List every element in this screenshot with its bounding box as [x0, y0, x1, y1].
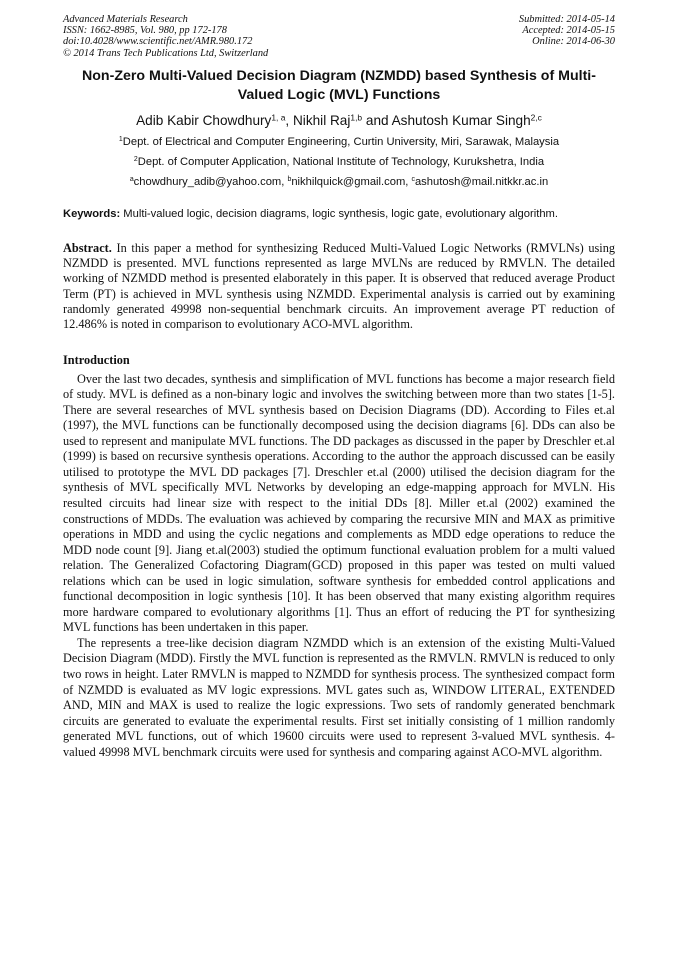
email-superscript: a [129, 176, 134, 183]
email-line [63, 172, 615, 192]
journal-issn: ISSN: 1662-8985, Vol. 980, pp 172-178 [63, 25, 227, 37]
author-superscript: 1, a [271, 112, 286, 123]
email-superscript: b [287, 176, 292, 183]
keywords-label: Keywords: [63, 207, 121, 220]
accepted-date: Accepted: 2014-05-15 [522, 25, 615, 37]
affiliation-line [63, 152, 615, 172]
paper-title: Non-Zero Multi-Valued Decision Diagram (NZMDD) based Synthesis of Multi-Valued Logic (MVL) Functions [82, 67, 596, 103]
author-list [63, 112, 615, 130]
affiliation-superscript: 1 [118, 136, 123, 143]
author-superscript: 2,c [530, 112, 542, 123]
email-address: ashutosh@mail.nitkkr.ac.in [414, 175, 549, 188]
email-address: chowdhury_adib@yahoo.com, [133, 175, 288, 188]
journal-copyright: © 2014 Trans Tech Publications Ltd, Switzerland [63, 47, 269, 59]
journal-header [63, 14, 615, 59]
journal-name: Advanced Materials Research [63, 14, 188, 25]
abstract-text: In this paper a method for synthesizing Reduced Multi-Valued Logic Networks (RMVLNs) using NZMDD is presented. MVL functions represented as large MVLNs are reduced by RMVLN. The detailed working of NZMDD method is presented elaborately in this paper. It is observed that reduced average Product Term (PT) is achieved in MVL synthesis using NZMDD. Experimental analysis is carried out by examining randomly generated 49998 non-sequential benchmark circuits. An improvement average PT reduction of 12.486% is noted in comparison to evolutionary ACO-MVL algorithm. [63, 240, 615, 332]
introduction-paragraph: The represents a tree-like decision diagram NZMDD which is an extension of the existing Multi-Valued Decision Diagram (MDD). Firstly the MVL function is represented as the RMVLN. RMVLN is reduced to only two rows in height. Later RMVLN is mapped to NZMDD for synthesis process. The synthesized compact form of NZMDD is evaluated as MV logic expressions. MVL gates such as, WINDOW LITERAL, EXTENDED AND, MIN and MAX is used to realize the logic expressions. Two sets of randomly generated benchmark circuits are generated to evaluate the experimental results. First set initially consisting of 1 million randomly generated MVL functions, out of which 19600 circuits were used to represent 3-valued MVL synthesis. 4-valued 49998 MVL benchmark circuits were used for synthesis and comparing against ACO-MVL algorithm. [63, 635, 615, 759]
keywords [63, 207, 615, 222]
email-address: nikhilquick@gmail.com, [291, 175, 412, 188]
author-name: Nikhil Raj [292, 112, 351, 128]
affiliations [63, 132, 615, 192]
section-heading-introduction: Introduction [63, 352, 130, 367]
affiliation-line [63, 132, 615, 152]
author-name: Ashutosh Kumar Singh [391, 112, 531, 128]
keywords-text: Multi-valued logic, decision diagrams, logic synthesis, logic gate, evolutionary algorithm. [120, 207, 558, 220]
publication-dates [519, 14, 615, 59]
paper-page [63, 14, 615, 760]
online-date: Online: 2014-06-30 [532, 36, 615, 48]
author-superscript: 1,b [350, 112, 363, 123]
journal-doi: doi:10.4028/www.scientific.net/AMR.980.172 [63, 36, 253, 48]
affiliation-superscript: 2 [133, 156, 138, 163]
journal-info [63, 14, 268, 59]
abstract-label: Abstract. [63, 240, 112, 255]
author-separator: and [362, 112, 392, 128]
author-separator: , [285, 112, 293, 128]
email-superscript: c [411, 176, 415, 183]
introduction-paragraph: Over the last two decades, synthesis and simplification of MVL functions has become a major research field of study. MVL is defined as a non-binary logic and involves the switching between more than two states [1-5]. There are several researches of MVL synthesis based on Decision Diagrams (DD). According to Files et.al (1997), the MVL functions can be functionally decomposed using the decision diagrams [6]. DDs can also be used to represent and manipulate MVL functions. The DD packages as discussed in the paper by Dreschler et.al (1999) is based on recursive synthesis operations. According to the author the approach discussed can be easily utilised to prototype the MVL DD packages [7]. Dreschler et.al (2000) utilised the decision diagram for the synthesis of MVL specifically MVL Networks by developing an edge-mapping approach for MVLN. His resulted circuits had linear size with respect to the initial DDs [8]. Miller et.al (2002) examined the constructions of MDDs. The evaluation was achieved by comparing the recursive MIN and MAX as primitive operations in MDD and using the cyclic negations and complements as MDD edge operations to reduce the MDD node count [9]. Jiang et.al(2003) studied the optimum functional evaluation problem for a multi valued relation. The Generalized Cofactoring Diagram(GCD) proposed in this paper was tested on multi valued relations which can be used in logic simulation, software synthesis for embedded control applications and functional decomposition in logic synthesis [10]. It has been observed that many existing algorithm requires more hardware compared to evolutionary algorithms [1]. Thus an effort of reducing the PT for synthesizing MVL functions has been undertaken in this paper. [63, 371, 615, 635]
submitted-date: Submitted: 2014-05-14 [518, 14, 615, 25]
affiliation-text: Dept. of Electrical and Computer Engineering, Curtin University, Miri, Sarawak, Malaysia [122, 135, 560, 148]
author-name: Adib Kabir Chowdhury [136, 112, 272, 128]
abstract [63, 241, 615, 333]
affiliation-text: Dept. of Computer Application, National Institute of Technology, Kurukshetra, India [137, 155, 545, 168]
